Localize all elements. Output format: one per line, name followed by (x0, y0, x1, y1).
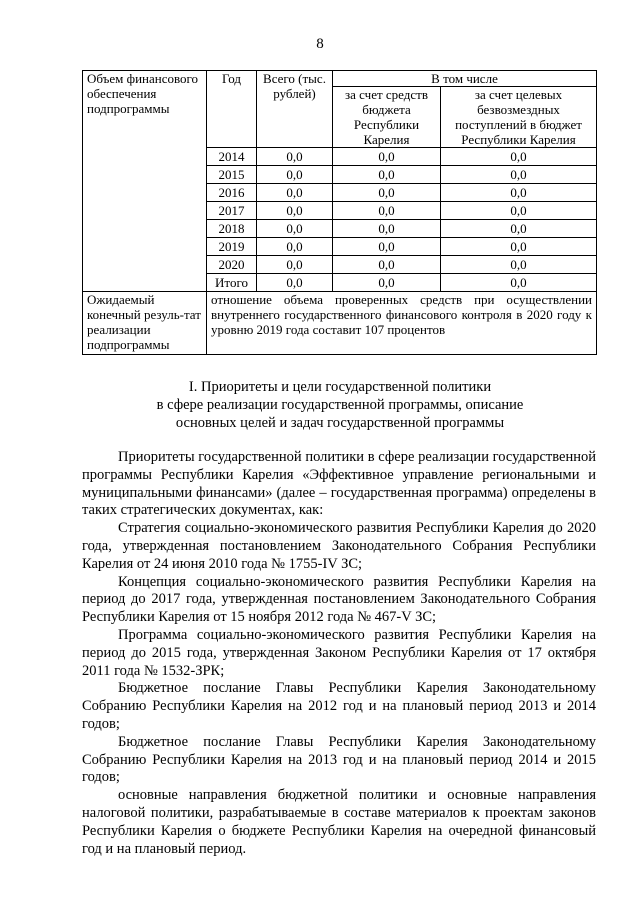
total-cell: 0,0 (257, 238, 333, 256)
paragraph: Бюджетное послание Главы Республики Карелия Законодательному Собранию Республики Карелия на 2012 год и на плановый период 2013 и 2014 годов; (82, 680, 596, 732)
grants-cell: 0,0 (441, 148, 597, 166)
expected-result-label: Ожидаемый конечный резуль-тат реализации подпрограммы (83, 292, 207, 355)
paragraph: Программа социально-экономического развития Республики Карелия на период до 2015 года, утвержденная Законом Республики Карелия от 17 октября 2011 года № 1532-ЗРК; (82, 626, 596, 679)
funding-volume-label: Объем финансового обеспечения подпрограммы (83, 71, 207, 292)
total-cell: 0,0 (257, 274, 333, 292)
year-cell: Итого (207, 274, 257, 292)
total-cell: 0,0 (257, 148, 333, 166)
section-title-line: I. Приоритеты и цели государственной политики (188, 379, 492, 395)
budget-column-header: за счет средств бюджета Республики Карелия (333, 87, 441, 148)
year-cell: 2018 (207, 220, 257, 238)
year-column-header: Год (207, 71, 257, 148)
year-cell: 2016 (207, 184, 257, 202)
year-cell: 2015 (207, 166, 257, 184)
grants-cell: 0,0 (441, 202, 597, 220)
section-title-line: основных целей и задач государственной программы (175, 415, 505, 431)
paragraph: Бюджетное послание Главы Республики Карелия Законодательному Собранию Республики Карелия на 2013 год и на плановый период 2014 и 2015 годов; (82, 733, 596, 786)
budget-cell: 0,0 (333, 256, 441, 274)
budget-cell: 0,0 (333, 148, 441, 166)
body-text (82, 449, 596, 858)
year-cell: 2014 (207, 148, 257, 166)
year-cell: 2019 (207, 238, 257, 256)
year-cell: 2017 (207, 202, 257, 220)
paragraph: основные направления бюджетной политики и основные направления налоговой политики, разрабатываемые в составе материалов к проектам законов Республики Карелия о бюджете Республики Карелия на очередной финансовый год и на плановый период. (82, 787, 596, 857)
budget-cell: 0,0 (333, 220, 441, 238)
table-header-row (83, 71, 597, 87)
budget-cell: 0,0 (333, 184, 441, 202)
grants-cell: 0,0 (441, 274, 597, 292)
grants-cell: 0,0 (441, 220, 597, 238)
funding-table (82, 70, 597, 355)
grants-cell: 0,0 (441, 256, 597, 274)
paragraph: Приоритеты государственной политики в сфере реализации государственной программы Республики Карелия «Эффективное управление региональными и муниципальными финансами» (далее – государственная программа) определены в таких стратегических документах, как: (82, 449, 596, 519)
section-title (100, 378, 580, 432)
grants-cell: 0,0 (441, 238, 597, 256)
year-cell: 2020 (207, 256, 257, 274)
total-cell: 0,0 (257, 184, 333, 202)
grants-column-header: за счет целевых безвозмездных поступлений в бюджет Республики Карелия (441, 87, 597, 148)
budget-cell: 0,0 (333, 274, 441, 292)
section-title-line: в сфере реализации государственной программы, описание (156, 397, 524, 413)
paragraph: Стратегия социально-экономического развития Республики Карелия до 2020 года, утвержденная постановлением Законодательного Собрания Республики Карелия от 24 июня 2010 года № 1755-IV ЗС; (82, 520, 596, 572)
budget-cell: 0,0 (333, 202, 441, 220)
total-cell: 0,0 (257, 256, 333, 274)
budget-cell: 0,0 (333, 166, 441, 184)
budget-cell: 0,0 (333, 238, 441, 256)
total-column-header: Всего (тыс. рублей) (257, 71, 333, 148)
page-number: 8 (316, 36, 324, 52)
result-row (83, 292, 597, 355)
paragraph: Концепция социально-экономического развития Республики Карелия на период до 2017 года, утвержденная постановлением Законодательного Собрания Республики Карелия от 15 ноября 2012 года № 467-V ЗС; (82, 573, 596, 626)
grants-cell: 0,0 (441, 184, 597, 202)
grants-cell: 0,0 (441, 166, 597, 184)
total-cell: 0,0 (257, 202, 333, 220)
expected-result-text: отношение объема проверенных средств при осуществлении внутреннего государственного финансового контроля в 2020 году к уровню 2019 года составит 107 процентов (207, 292, 597, 355)
total-cell: 0,0 (257, 220, 333, 238)
total-cell: 0,0 (257, 166, 333, 184)
including-column-header: В том числе (333, 71, 597, 87)
